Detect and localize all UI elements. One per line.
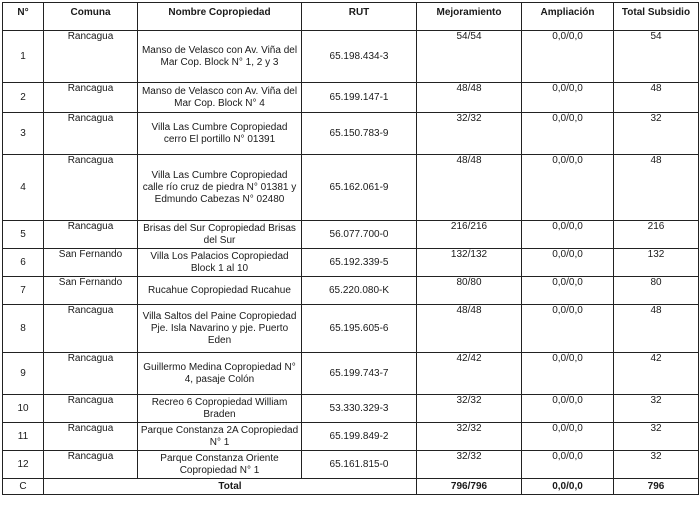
row-num: 5 — [3, 221, 44, 249]
row-num: 8 — [3, 305, 44, 353]
row-num: 10 — [3, 395, 44, 423]
row-mejoramiento: 216/216 — [417, 221, 522, 249]
table-row — [3, 31, 699, 83]
table-row — [3, 353, 699, 395]
row-nombre: Villa Saltos del Paine Copropiedad Pje. Isla Navarino y pje. Puerto Eden — [138, 305, 302, 353]
header-comuna: Comuna — [44, 3, 138, 31]
row-num: 4 — [3, 155, 44, 221]
table-row — [3, 155, 699, 221]
row-nombre: Manso de Velasco con Av. Viña del Mar Cop. Block N° 4 — [138, 83, 302, 113]
row-rut: 65.220.080-K — [302, 277, 417, 305]
table-row — [3, 83, 699, 113]
row-ampliacion: 0,0/0,0 — [522, 353, 614, 395]
row-total: 216 — [614, 221, 699, 249]
row-rut: 65.150.783-9 — [302, 113, 417, 155]
total-row — [3, 479, 699, 495]
row-num: 7 — [3, 277, 44, 305]
row-total: 132 — [614, 249, 699, 277]
row-nombre: Manso de Velasco con Av. Viña del Mar Cop. Block N° 1, 2 y 3 — [138, 31, 302, 83]
row-num: 6 — [3, 249, 44, 277]
row-total: 42 — [614, 353, 699, 395]
row-total: 32 — [614, 451, 699, 479]
row-nombre: Parque Constanza Oriente Copropiedad N° 1 — [138, 451, 302, 479]
row-mejoramiento: 48/48 — [417, 155, 522, 221]
table-row — [3, 451, 699, 479]
total-subsidio: 796 — [614, 479, 699, 495]
row-ampliacion: 0,0/0,0 — [522, 249, 614, 277]
row-mejoramiento: 48/48 — [417, 83, 522, 113]
row-ampliacion: 0,0/0,0 — [522, 451, 614, 479]
row-num: 9 — [3, 353, 44, 395]
row-total: 48 — [614, 305, 699, 353]
total-marker: C — [3, 479, 44, 495]
row-ampliacion: 0,0/0,0 — [522, 155, 614, 221]
header-ampliacion: Ampliación — [522, 3, 614, 31]
row-total: 32 — [614, 423, 699, 451]
row-ampliacion: 0,0/0,0 — [522, 395, 614, 423]
row-total: 48 — [614, 83, 699, 113]
row-rut: 65.192.339-5 — [302, 249, 417, 277]
row-comuna: Rancagua — [44, 155, 138, 221]
table-row — [3, 423, 699, 451]
row-nombre: Parque Constanza 2A Copropiedad N° 1 — [138, 423, 302, 451]
row-total: 48 — [614, 155, 699, 221]
row-comuna: Rancagua — [44, 113, 138, 155]
total-ampliacion: 0,0/0,0 — [522, 479, 614, 495]
header-nombre: Nombre Copropiedad — [138, 3, 302, 31]
row-mejoramiento: 54/54 — [417, 31, 522, 83]
row-total: 54 — [614, 31, 699, 83]
row-num: 2 — [3, 83, 44, 113]
total-label: Total — [44, 479, 417, 495]
subsidy-table — [2, 2, 699, 495]
row-mejoramiento: 32/32 — [417, 451, 522, 479]
row-rut: 53.330.329-3 — [302, 395, 417, 423]
row-mejoramiento: 48/48 — [417, 305, 522, 353]
row-rut: 56.077.700-0 — [302, 221, 417, 249]
row-comuna: Rancagua — [44, 221, 138, 249]
row-num: 11 — [3, 423, 44, 451]
row-mejoramiento: 132/132 — [417, 249, 522, 277]
row-comuna: Rancagua — [44, 395, 138, 423]
row-comuna: San Fernando — [44, 249, 138, 277]
row-ampliacion: 0,0/0,0 — [522, 277, 614, 305]
header-num: N° — [3, 3, 44, 31]
row-mejoramiento: 80/80 — [417, 277, 522, 305]
table-row — [3, 277, 699, 305]
row-ampliacion: 0,0/0,0 — [522, 221, 614, 249]
row-nombre: Guillermo Medina Copropiedad N° 4, pasaje Colón — [138, 353, 302, 395]
row-nombre: Recreo 6 Copropiedad William Braden — [138, 395, 302, 423]
table-row — [3, 395, 699, 423]
header-row — [3, 3, 699, 31]
row-ampliacion: 0,0/0,0 — [522, 83, 614, 113]
row-rut: 65.199.743-7 — [302, 353, 417, 395]
row-mejoramiento: 32/32 — [417, 395, 522, 423]
row-total: 32 — [614, 113, 699, 155]
row-mejoramiento: 32/32 — [417, 113, 522, 155]
row-rut: 65.161.815-0 — [302, 451, 417, 479]
row-nombre: Brisas del Sur Copropiedad Brisas del Sur — [138, 221, 302, 249]
row-rut: 65.162.061-9 — [302, 155, 417, 221]
row-comuna: Rancagua — [44, 353, 138, 395]
row-total: 80 — [614, 277, 699, 305]
row-num: 3 — [3, 113, 44, 155]
row-comuna: Rancagua — [44, 31, 138, 83]
row-total: 32 — [614, 395, 699, 423]
header-rut: RUT — [302, 3, 417, 31]
row-nombre: Rucahue Copropiedad Rucahue — [138, 277, 302, 305]
row-nombre: Villa Las Cumbre Copropiedad cerro El portillo N° 01391 — [138, 113, 302, 155]
header-total-subsidio: Total Subsidio — [614, 3, 699, 31]
total-mejoramiento: 796/796 — [417, 479, 522, 495]
row-ampliacion: 0,0/0,0 — [522, 305, 614, 353]
row-rut: 65.199.849-2 — [302, 423, 417, 451]
row-nombre: Villa Los Palacios Copropiedad Block 1 al 10 — [138, 249, 302, 277]
row-num: 1 — [3, 31, 44, 83]
row-ampliacion: 0,0/0,0 — [522, 423, 614, 451]
row-mejoramiento: 42/42 — [417, 353, 522, 395]
row-comuna: Rancagua — [44, 305, 138, 353]
table-body — [3, 31, 699, 479]
row-comuna: Rancagua — [44, 83, 138, 113]
row-rut: 65.199.147-1 — [302, 83, 417, 113]
row-comuna: Rancagua — [44, 451, 138, 479]
table-row — [3, 221, 699, 249]
table-row — [3, 249, 699, 277]
table-row — [3, 305, 699, 353]
row-ampliacion: 0,0/0,0 — [522, 31, 614, 83]
header-mejoramiento: Mejoramiento — [417, 3, 522, 31]
row-rut: 65.198.434-3 — [302, 31, 417, 83]
row-nombre: Villa Las Cumbre Copropiedad calle río cruz de piedra N° 01381 y Edmundo Cabezas N° 02480 — [138, 155, 302, 221]
row-comuna: Rancagua — [44, 423, 138, 451]
row-rut: 65.195.605-6 — [302, 305, 417, 353]
row-ampliacion: 0,0/0,0 — [522, 113, 614, 155]
row-comuna: San Fernando — [44, 277, 138, 305]
table-row — [3, 113, 699, 155]
row-num: 12 — [3, 451, 44, 479]
row-mejoramiento: 32/32 — [417, 423, 522, 451]
